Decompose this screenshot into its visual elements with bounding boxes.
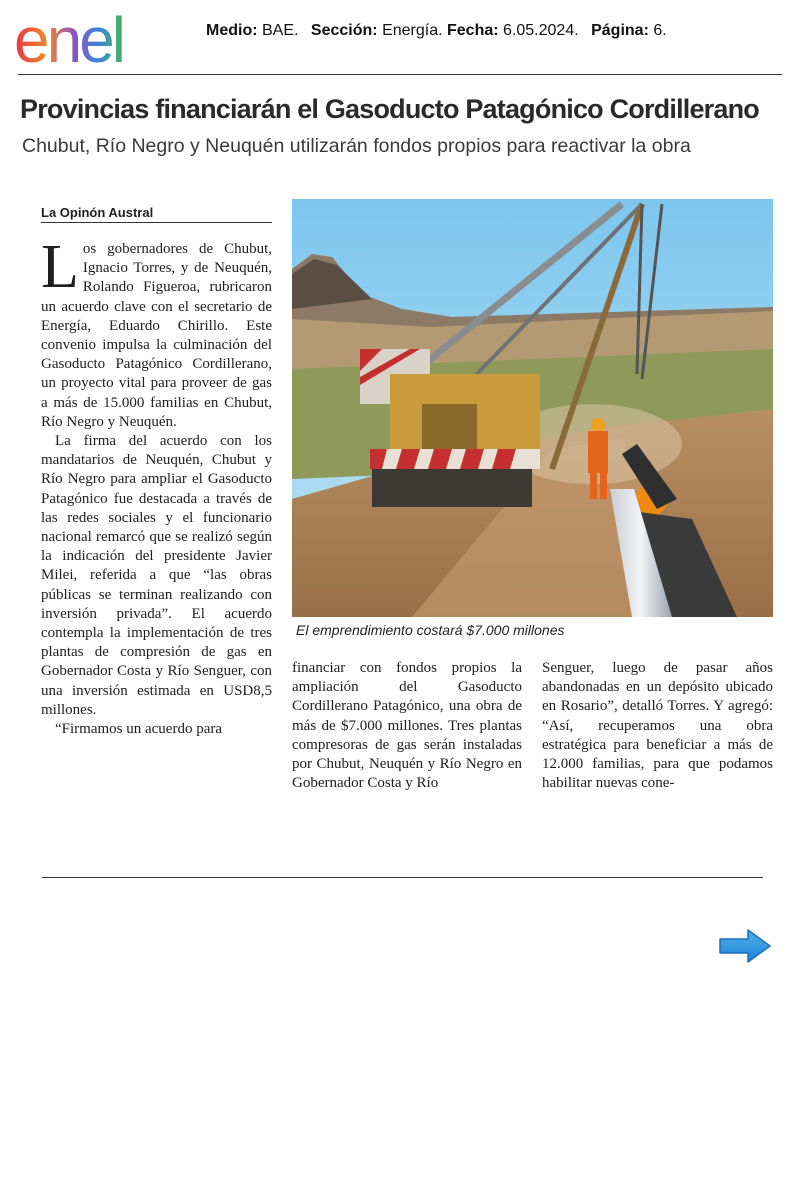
headline: Provincias financiarán el Gasoducto Patagónico Cordillerano (20, 94, 759, 124)
source-label: La Opinón Austral (41, 205, 154, 220)
paragraph-3: “Firmamos un acuerdo para (55, 721, 223, 738)
fecha-label: Fecha: (447, 22, 499, 39)
article-column-2 (292, 659, 522, 793)
paragraph-1-text: os gobernadores de Chubut, Ignacio Torres, y de Neuquén, Rolando Figueroa, rubricaron un acuerdo clave con el secretario de Energía, Eduardo Chirillo. Este convenio impulsa la culminación del Gasoducto Patagónico Cordillerano, un proyecto vital para proveer de gas a más de 15.000 familias en Chubut, Río Negro y Neuquén. (41, 241, 272, 430)
medio-value: BAE. (262, 22, 299, 39)
top-divider (18, 74, 782, 75)
paragraph-5: Senguer, luego de pasar años abandonadas en un depósito ubicado en Rosario”, detalló Torres. Y agregó: “Así, recuperamos una obra estratégica para beneficiar a más de 12.000 familias, para que podamos habilitar nuevas cone- (542, 660, 773, 792)
article-photo (292, 199, 773, 617)
subheadline: Chubut, Río Negro y Neuquén utilizarán fondos propios para reactivar la obra (22, 135, 691, 157)
enel-logo (14, 4, 184, 74)
paragraph-4: financiar con fondos propios la ampliación del Gasoducto Cordillerano Patagónico, una obra de más de $7.000 millones. Tres plantas compresoras de gas serán instaladas por Chubut, Neuquén y Río Negro en Gobernador Costa y Río (292, 660, 522, 792)
logo-text: enel (14, 4, 123, 74)
meta-line (206, 22, 667, 40)
paragraph-1 (41, 233, 272, 432)
photo-caption: El emprendimiento costará $7.000 millones (296, 622, 565, 638)
article-column-3 (542, 659, 773, 793)
pagina-value: 6. (653, 22, 667, 39)
medio-label: Medio: (206, 22, 258, 39)
seccion-label: Sección: (310, 22, 378, 39)
fecha-value: 6.05.2024. (503, 22, 579, 39)
dropcap: L (41, 233, 79, 301)
source-divider (41, 222, 272, 223)
paragraph-2: La firma del acuerdo con los mandatarios de Neuquén, Chubut y Río Negro para ampliar el Gasoducto Patagónico fue destacada a través de las redes sociales y el funcionario nacional remarcó que se realizó según la indicación del presidente Javier Milei, referida a que “las obras públicas se terminan realizando con inversión privada”. El acuerdo contempla la implementación de tres plantas de compresión de gas en Gobernador Costa y Río Senguer, con una inversión estimada en USD8,5 millones. (41, 433, 272, 718)
arrow-right-icon[interactable] (718, 928, 772, 964)
pagina-label: Página: (591, 22, 649, 39)
article-column-1 (41, 233, 272, 739)
bottom-divider (42, 877, 763, 878)
seccion-value: Energía. (382, 22, 443, 39)
